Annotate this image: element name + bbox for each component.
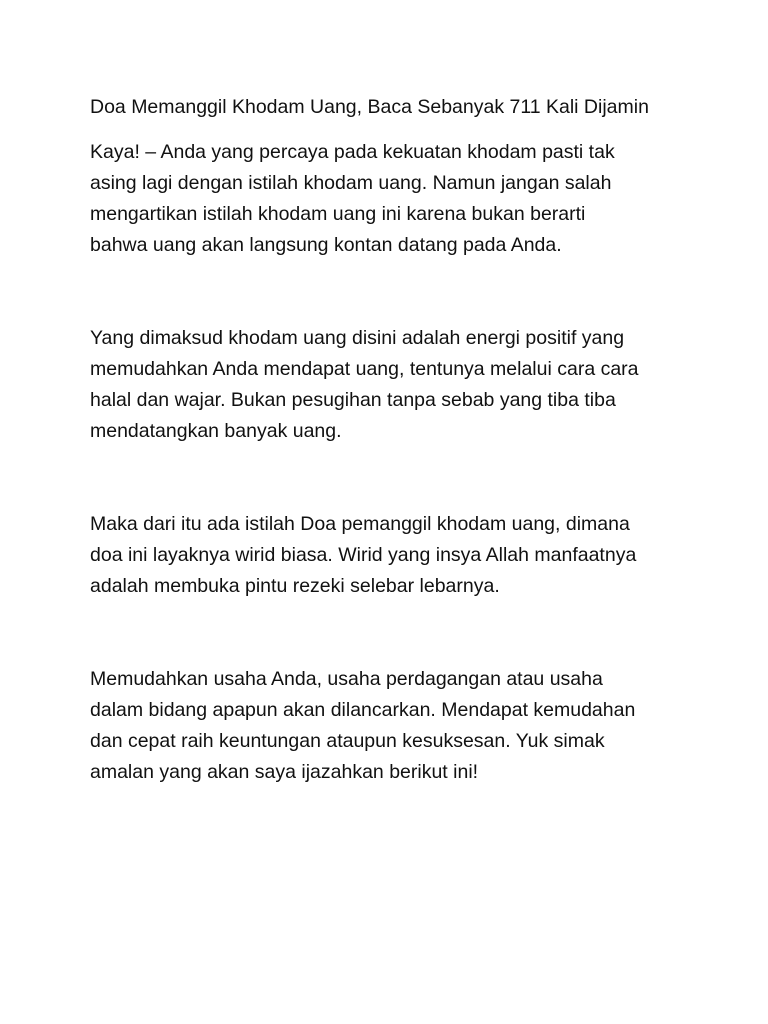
paragraph-2 — [90, 323, 710, 447]
paragraph-1 — [90, 137, 710, 261]
paragraph-line: Kaya! – Anda yang percaya pada kekuatan khodam pasti tak — [90, 141, 615, 163]
paragraph-line: doa ini layaknya wirid biasa. Wirid yang insya Allah manfaatnya — [90, 544, 637, 566]
paragraph-4 — [90, 664, 710, 788]
paragraph-line: memudahkan Anda mendapat uang, tentunya melalui cara cara — [90, 358, 639, 380]
paragraph-line: mengartikan istilah khodam uang ini karena bukan berarti — [90, 203, 586, 225]
paragraph-line: bahwa uang akan langsung kontan datang pada Anda. — [90, 234, 562, 256]
document-title: Doa Memanggil Khodam Uang, Baca Sebanyak 711 Kali Dijamin — [90, 96, 649, 118]
paragraph-line: halal dan wajar. Bukan pesugihan tanpa sebab yang tiba tiba — [90, 389, 616, 411]
document-body — [90, 92, 710, 850]
paragraph-line: dalam bidang apapun akan dilancarkan. Mendapat kemudahan — [90, 699, 636, 721]
paragraph-line: mendatangkan banyak uang. — [90, 420, 342, 442]
paragraph-line: Memudahkan usaha Anda, usaha perdagangan atau usaha — [90, 668, 603, 690]
paragraph-line: Maka dari itu ada istilah Doa pemanggil khodam uang, dimana — [90, 513, 630, 535]
paragraph-line: dan cepat raih keuntungan ataupun kesuksesan. Yuk simak — [90, 730, 605, 752]
paragraph-3 — [90, 509, 710, 602]
paragraph-line: adalah membuka pintu rezeki selebar lebarnya. — [90, 575, 500, 597]
paragraph-line: amalan yang akan saya ijazahkan berikut ini! — [90, 761, 479, 783]
paragraph-line: Yang dimaksud khodam uang disini adalah energi positif yang — [90, 327, 625, 349]
paragraph-line: asing lagi dengan istilah khodam uang. Namun jangan salah — [90, 172, 612, 194]
